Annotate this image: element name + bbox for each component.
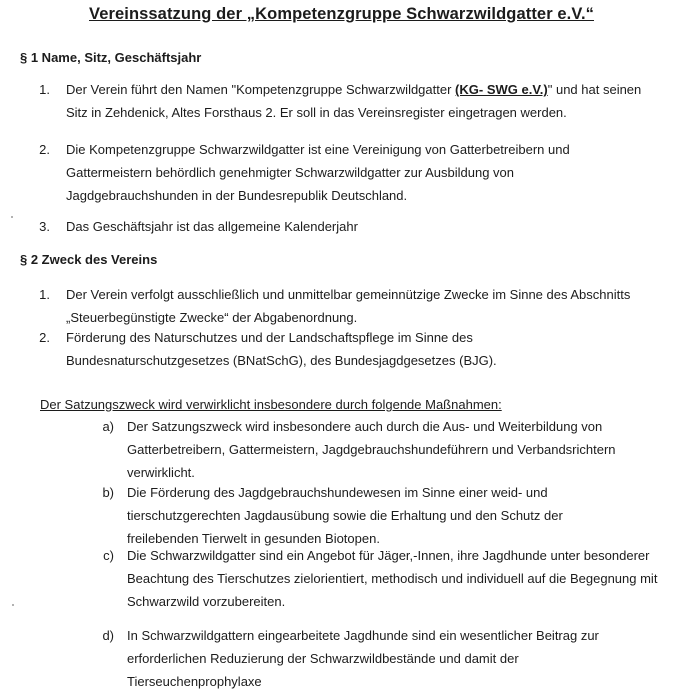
section-1-item-1-number: 1. — [39, 82, 50, 97]
measure-a-text: Der Satzungszweck wird insbesondere auch durch die Aus- und Weiterbildung von Gatterbetreibern, Gattermeistern, Jagdgebrauchshundeführern und Verbandsrichtern verwirklicht. — [127, 419, 616, 480]
measure-c-letter: c) — [103, 548, 114, 563]
section-1-item-2-text: Die Kompetenzgruppe Schwarzwildgatter ist eine Vereinigung von Gatterbetreibern und Gattermeistern behördlich genehmigter Schwarzwildgatter zur Ausbildung von Jagdgebrauchshunden in der Bundesrepublik Deutschland. — [66, 142, 570, 203]
section-2-item-1-text: Der Verein verfolgt ausschließlich und unmittelbar gemeinnützige Zwecke im Sinne des Abschnitts „Steuerbegünstigte Zwecke“ der Abgabenordnung. — [66, 287, 631, 325]
scan-speck — [12, 604, 14, 606]
section-2-heading: § 2 Zweck des Vereins — [20, 252, 158, 267]
section-2-item-2-number: 2. — [39, 330, 50, 345]
section-1-item-3-number: 3. — [39, 219, 50, 234]
section-2-item-2-text: Förderung des Naturschutzes und der Landschaftspflege im Sinne des Bundesnaturschutzgesetzes (BNatSchG), des Bundesjagdgesetzes (BJG). — [66, 330, 497, 368]
section-1-item-1-text — [66, 78, 664, 124]
document-title: Vereinssatzung der „Kompetenzgruppe Schwarzwildgatter e.V.“ — [89, 5, 594, 23]
item-1-text-before: Der Verein führt den Namen "Kompetenzgruppe Schwarzwildgatter — [66, 82, 456, 97]
scan-speck — [11, 216, 13, 218]
measure-a-letter: a) — [102, 419, 114, 434]
section-1-item-3-text: Das Geschäftsjahr ist das allgemeine Kalenderjahr — [66, 219, 358, 234]
measure-d-letter: d) — [102, 628, 114, 643]
measure-b-text: Die Förderung des Jagdgebrauchshundewesen im Sinne einer weid- und tierschutzgerechten Jagdausübung sowie die Erhaltung und den Schutz der freilebenden Tierwelt in gesunden Biotopen. — [127, 485, 563, 546]
section-1-heading: § 1 Name, Sitz, Geschäftsjahr — [20, 50, 202, 65]
measure-d-text: In Schwarzwildgattern eingearbeitete Jagdhunde sind ein wesentlicher Beitrag zur erforderlichen Reduzierung der Schwarzwildbestände und damit der Tierseuchenprophylaxe — [127, 628, 599, 689]
item-1-text-after: " und hat seinen Sitz in Zehdenick, Altes Forsthaus 2. Er soll in das Vereinsregister eingetragen werden. — [66, 82, 642, 120]
club-abbreviation: (KG- SWG e.V.) — [455, 82, 548, 97]
section-2-item-1-number: 1. — [39, 287, 50, 302]
measure-c-text: Die Schwarzwildgatter sind ein Angebot für Jäger,-Innen, ihre Jagdhunde unter besonderer Beachtung des Tierschutzes zielorientiert, methodisch und individuell auf die Begegnung mit Schwarzwild vorzubereiten. — [127, 548, 658, 609]
section-1-item-2-number: 2. — [39, 142, 50, 157]
measures-intro: Der Satzungszweck wird verwirklicht insbesondere durch folgende Maßnahmen: — [40, 397, 502, 412]
measure-b-letter: b) — [102, 485, 114, 500]
